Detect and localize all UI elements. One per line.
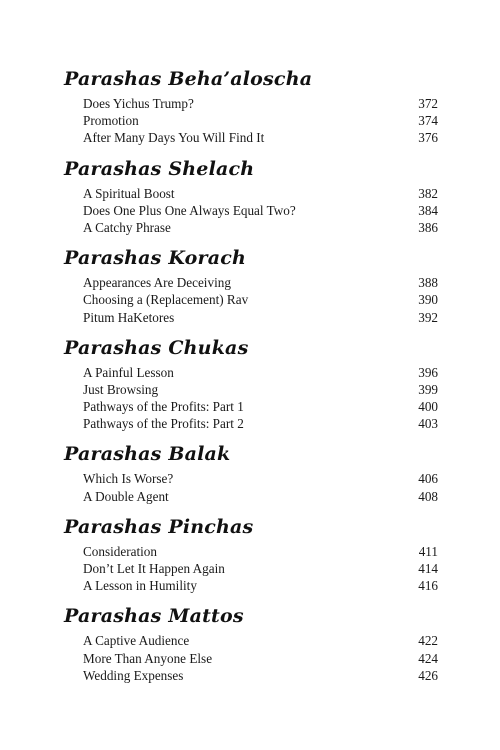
entry-page-number: 376 (418, 130, 438, 146)
entry-title: Does One Plus One Always Equal Two? (83, 202, 296, 218)
entry-title: Choosing a (Replacement) Rav (83, 292, 249, 308)
entry-page-number: 422 (418, 633, 438, 649)
entry-page-number: 403 (418, 416, 438, 432)
entry-title: Promotion (83, 113, 139, 129)
entry-list (64, 274, 438, 326)
entry-page-number: 388 (418, 275, 438, 291)
entry-page-number: 382 (418, 185, 438, 201)
toc-entry[interactable] (64, 398, 438, 415)
entry-page-number: 400 (418, 399, 438, 415)
section-title: Parashas Beha’aloscha (64, 68, 313, 90)
entry-title: Pathways of the Profits: Part 2 (83, 416, 244, 432)
entry-page-number: 386 (418, 219, 438, 235)
entry-list (64, 364, 438, 433)
toc-entry[interactable] (64, 650, 438, 667)
toc-entry[interactable] (64, 219, 438, 236)
table-of-contents (64, 66, 438, 693)
entry-page-number: 414 (418, 561, 438, 576)
section-title: Parashas Chukas (64, 336, 249, 359)
entry-list (64, 470, 438, 504)
entry-title: Just Browsing (83, 381, 159, 397)
toc-entry[interactable] (64, 364, 438, 381)
toc-section (64, 156, 438, 237)
entry-list (64, 632, 438, 684)
entry-title: A Spiritual Boost (83, 185, 175, 201)
toc-section (64, 245, 438, 326)
toc-entry[interactable] (64, 543, 438, 560)
section-title: Parashas Mattos (64, 605, 244, 628)
entry-page-number: 406 (418, 471, 438, 487)
toc-entry[interactable] (64, 129, 438, 146)
toc-entry[interactable] (64, 309, 438, 326)
toc-section (64, 514, 438, 595)
entry-list (64, 185, 438, 237)
entry-title: A Captive Audience (83, 633, 190, 649)
entry-title: Does Yichus Trump? (83, 96, 194, 111)
section-title: Parashas Shelach (64, 157, 255, 180)
toc-entry[interactable] (64, 95, 438, 112)
entry-title: A Painful Lesson (83, 364, 174, 380)
entry-title: Consideration (83, 543, 157, 559)
toc-entry[interactable] (64, 291, 438, 308)
entry-page-number: 390 (418, 292, 438, 308)
toc-entry[interactable] (64, 202, 438, 219)
entry-page-number: 372 (418, 96, 438, 111)
entry-title: A Double Agent (83, 488, 169, 504)
entry-page-number: 408 (418, 488, 438, 504)
entry-title: After Many Days You Will Find It (83, 130, 265, 146)
toc-entry[interactable] (64, 274, 438, 291)
toc-entry[interactable] (64, 560, 438, 577)
entry-title: Appearances Are Deceiving (83, 275, 231, 291)
toc-entry[interactable] (64, 381, 438, 398)
entry-page-number: 424 (418, 650, 438, 666)
section-title: Parashas Korach (64, 247, 247, 270)
section-title: Parashas Balak (64, 443, 231, 466)
entry-page-number: 396 (418, 364, 438, 380)
entry-title: Pitum HaKetores (83, 309, 175, 325)
entry-list (64, 95, 438, 147)
entry-page-number: 416 (418, 578, 438, 594)
toc-entry[interactable] (64, 577, 438, 594)
toc-entry[interactable] (64, 112, 438, 129)
entry-page-number: 426 (418, 667, 438, 683)
section-title: Parashas Pinchas (64, 515, 254, 538)
entry-title: More Than Anyone Else (83, 650, 213, 666)
entry-title: Which Is Worse? (83, 471, 174, 487)
toc-section (64, 603, 438, 684)
toc-section (64, 335, 438, 433)
entry-page-number: 384 (418, 202, 438, 218)
entry-title: Don’t Let It Happen Again (83, 561, 225, 576)
entry-title: Wedding Expenses (83, 667, 184, 683)
toc-entry[interactable] (64, 667, 438, 684)
toc-entry[interactable] (64, 632, 438, 649)
toc-entry[interactable] (64, 470, 438, 487)
entry-list (64, 543, 438, 595)
toc-section (64, 66, 438, 147)
toc-section (64, 441, 438, 504)
toc-entry[interactable] (64, 488, 438, 505)
entry-title: A Lesson in Humility (83, 578, 197, 594)
entry-title: A Catchy Phrase (83, 219, 171, 235)
entry-page-number: 392 (418, 309, 438, 325)
toc-entry[interactable] (64, 415, 438, 432)
entry-page-number: 374 (418, 113, 438, 129)
entry-title: Pathways of the Profits: Part 1 (83, 399, 244, 415)
toc-entry[interactable] (64, 185, 438, 202)
entry-page-number: 411 (418, 543, 438, 559)
entry-page-number: 399 (418, 381, 438, 397)
